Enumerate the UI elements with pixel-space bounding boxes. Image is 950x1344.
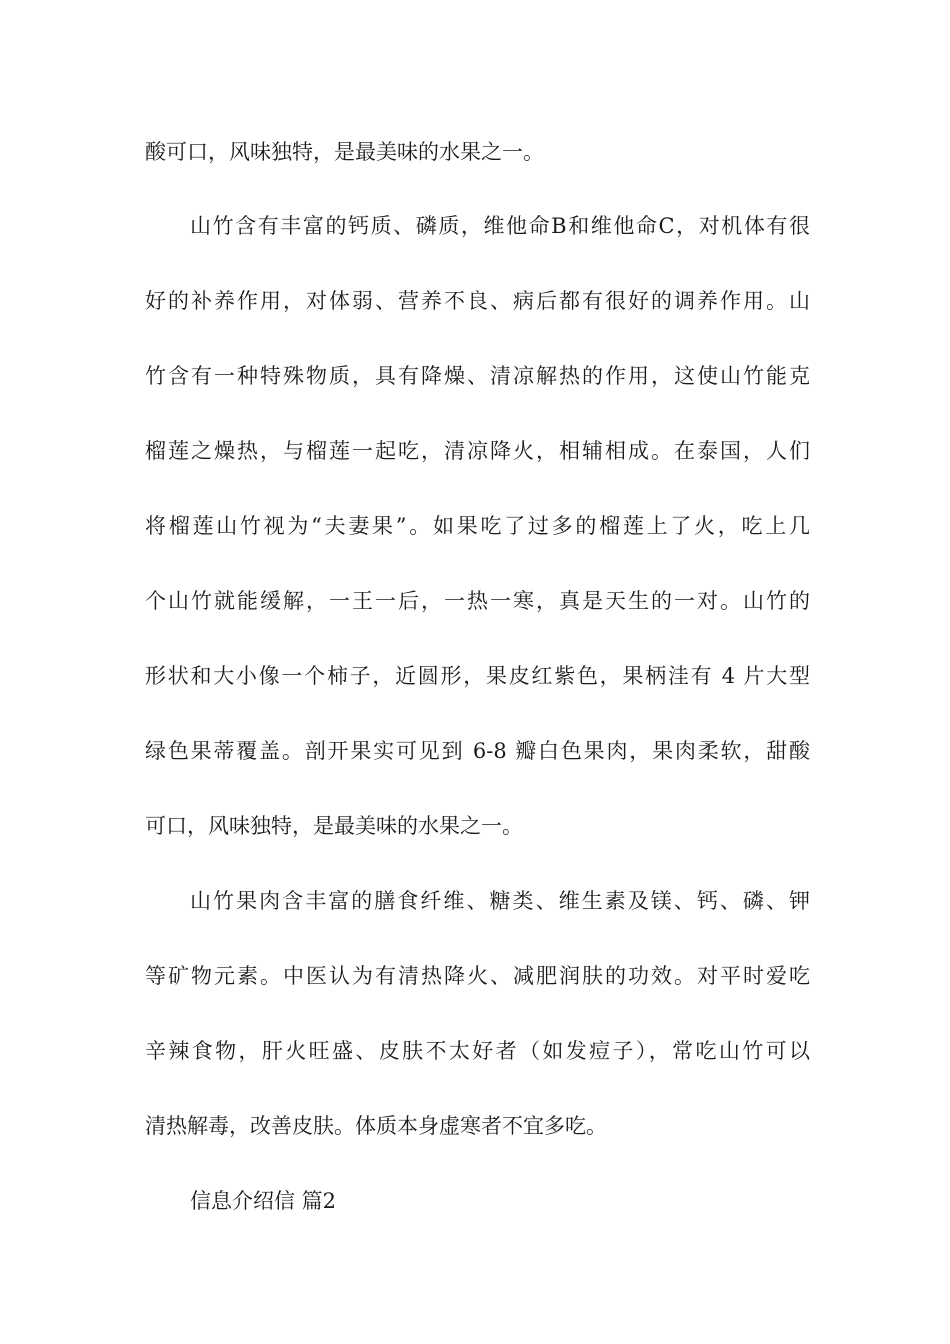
paragraph-line: 山竹果肉含丰富的膳食纤维、糖类、维生素及镁、钙、磷、钾 [190, 889, 810, 913]
paragraph-line: 榴莲之燥热，与榴莲一起吃，清凉降火，相辅相成。在泰国，人们 [145, 439, 810, 463]
paragraph-line: 辛辣食物，肝火旺盛、皮肤不太好者（如发痘子），常吃山竹可以 [145, 1039, 810, 1063]
paragraph-line: 形状和大小像一个柿子，近圆形，果皮红紫色，果柄洼有 4 片大型 [145, 664, 810, 688]
paragraph-line: 好的补养作用，对体弱、营养不良、病后都有很好的调养作用。山 [145, 289, 810, 313]
paragraph-line: 酸可口，风味独特，是最美味的水果之一。 [145, 140, 544, 164]
paragraph-line: 个山竹就能缓解，一王一后，一热一寒，真是天生的一对。山竹的 [145, 589, 810, 613]
paragraph-line: 将榴莲山竹视为“夫妻果”。如果吃了过多的榴莲上了火，吃上几 [145, 514, 810, 538]
paragraph-line: 山竹含有丰富的钙质、磷质，维他命B和维他命C，对机体有很 [190, 214, 810, 238]
paragraph-line: 等矿物元素。中医认为有清热降火、减肥润肤的功效。对平时爱吃 [145, 964, 810, 988]
paragraph-line: 竹含有一种特殊物质，具有降燥、清凉解热的作用，这使山竹能克 [145, 364, 810, 388]
section-heading: 信息介绍信 篇2 [190, 1189, 337, 1213]
paragraph-line: 清热解毒，改善皮肤。体质本身虚寒者不宜多吃。 [145, 1114, 607, 1138]
paragraph-line: 绿色果蒂覆盖。剖开果实可见到 6-8 瓣白色果肉，果肉柔软，甜酸 [145, 739, 810, 763]
paragraph-line: 可口，风味独特，是最美味的水果之一。 [145, 814, 523, 838]
